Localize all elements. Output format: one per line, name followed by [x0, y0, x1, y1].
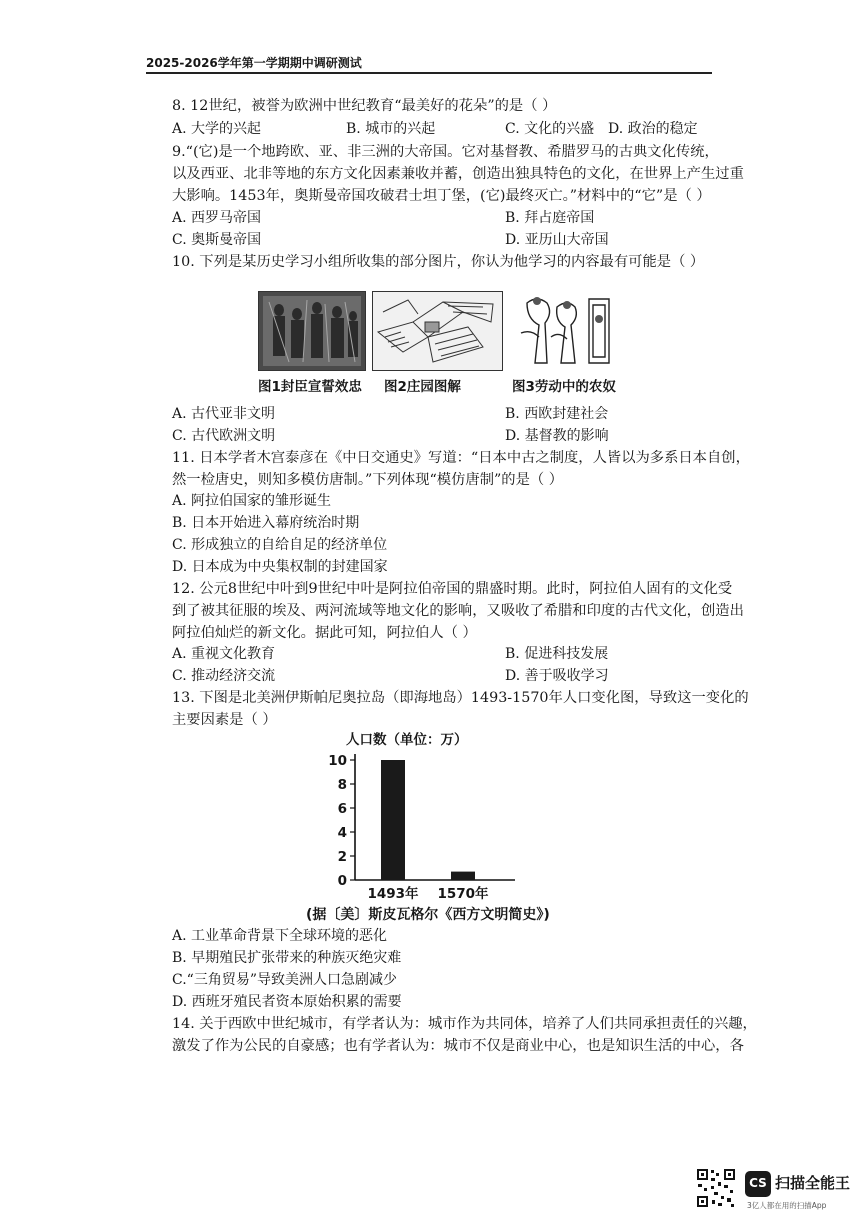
q11-option-c: C. 形成独立的自给自足的经济单位 — [172, 537, 388, 553]
q12-option-d: D. 善于吸收学习 — [505, 668, 609, 684]
watermark-brand: 扫描全能王 — [775, 1174, 851, 1192]
manor-plan-image — [372, 291, 503, 371]
question-9-line-2: 以及西亚、北非等地的东方文化因素兼收并蓄，创造出独具特色的文化，在世界上产生过重 — [172, 166, 744, 182]
y-tick-label: 10 — [328, 753, 347, 769]
question-13-line-1: 13. 下图是北美洲伊斯帕尼奥拉岛（即海地岛）1493-1570年人口变化图，导致这一变化的 — [172, 690, 749, 706]
q9-option-a: A. 西罗马帝国 — [172, 210, 262, 226]
q13-option-b: B. 早期殖民扩张带来的种族灭绝灾难 — [172, 950, 402, 966]
y-tick-label: 4 — [337, 825, 347, 841]
q11-option-a: A. 阿拉伯国家的雏形诞生 — [172, 493, 332, 509]
vassal-oath-image — [258, 291, 366, 371]
y-tick-label: 6 — [337, 801, 347, 817]
figure-2-caption: 图2庄园图解 — [384, 379, 461, 395]
q12-option-a: A. 重视文化教育 — [172, 646, 276, 662]
y-tick-label: 2 — [337, 849, 347, 865]
q12-option-b: B. 促进科技发展 — [505, 646, 609, 662]
watermark-subtitle: 3亿人都在用的扫描App — [747, 1201, 827, 1210]
question-12-line-3: 阿拉伯灿烂的新文化。据此可知，阿拉伯人（ ） — [172, 625, 477, 641]
chart-source-caption: (据〔美〕斯皮瓦格尔《西方文明简史》) — [306, 907, 550, 923]
y-tick-label: 8 — [337, 777, 347, 793]
bar-1493年 — [381, 760, 405, 880]
qr-code-icon — [696, 1168, 736, 1208]
q9-option-b: B. 拜占庭帝国 — [505, 210, 595, 226]
population-bar-chart — [320, 728, 530, 904]
q13-option-a: A. 工业革命背景下全球环境的恶化 — [172, 928, 388, 944]
question-8-stem: 8. 12世纪，被誉为欧洲中世纪教育“最美好的花朵”的是（ ） — [172, 98, 557, 114]
question-12-line-1: 12. 公元8世纪中叶到9世纪中叶是阿拉伯帝国的鼎盛时期。此时，阿拉伯人固有的文化受 — [172, 581, 733, 597]
question-12-line-2: 到了被其征服的埃及、两河流域等地文化的影响，又吸收了希腊和印度的古代文化，创造出 — [172, 603, 744, 619]
bar-1570年 — [451, 872, 475, 880]
question-14-line-2: 激发了作为公民的自豪感；也有学者认为：城市不仅是商业中心，也是知识生活的中心，各 — [172, 1038, 744, 1054]
logo-text: CS — [749, 1176, 767, 1190]
q11-option-d: D. 日本成为中央集权制的封建国家 — [172, 559, 388, 575]
q11-option-b: B. 日本开始进入幕府统治时期 — [172, 515, 360, 531]
question-11-line-1: 11. 日本学者木宫泰彦在《中日交通史》写道：“日本中古之制度，人皆以为多系日本自创， — [172, 450, 750, 466]
question-9-line-3: 大影响。1453年，奥斯曼帝国攻破君士坦丁堡，(它)最终灭亡。”材料中的“它”是（ ） — [172, 188, 711, 204]
question-13-line-2: 主要因素是（ ） — [172, 712, 277, 728]
q8-option-a: A. 大学的兴起 — [172, 121, 262, 137]
figure-3-caption: 图3劳动中的农奴 — [512, 379, 616, 395]
chart-title: 人口数（单位：万） — [346, 732, 468, 748]
serfs-working-image — [517, 293, 617, 367]
q13-option-c: C.“三角贸易”导致美洲人口急剧减少 — [172, 972, 397, 988]
q10-option-a: A. 古代亚非文明 — [172, 406, 276, 422]
x-category-label: 1570年 — [437, 886, 489, 902]
q8-option-d: D. 政治的稳定 — [608, 121, 698, 137]
q8-option-c: C. 文化的兴盛 — [505, 121, 595, 137]
q10-option-b: B. 西欧封建社会 — [505, 406, 609, 422]
x-category-label: 1493年 — [367, 886, 419, 902]
q13-option-d: D. 西班牙殖民者资本原始积累的需要 — [172, 994, 402, 1010]
q8-option-b: B. 城市的兴起 — [346, 121, 436, 137]
header-divider — [146, 72, 712, 74]
page-header: 2025-2026学年第一学期期中调研测试 — [146, 56, 362, 70]
figure-1-caption: 图1封臣宣誓效忠 — [258, 379, 362, 395]
q10-option-c: C. 古代欧洲文明 — [172, 428, 276, 444]
question-10-stem: 10. 下列是某历史学习小组所收集的部分图片，你认为他学习的内容最有可能是（ ） — [172, 254, 705, 270]
q10-option-d: D. 基督教的影响 — [505, 428, 609, 444]
q9-option-d: D. 亚历山大帝国 — [505, 232, 609, 248]
question-9-line-1: 9.“(它)是一个地跨欧、亚、非三洲的大帝国。它对基督教、希腊罗马的古典文化传统， — [172, 144, 719, 160]
y-tick-label: 0 — [337, 873, 347, 889]
camscanner-logo-icon — [745, 1171, 771, 1197]
question-11-line-2: 然一检唐史，则知多模仿唐制。”下列体现“模仿唐制”的是（ ） — [172, 472, 564, 488]
question-14-line-1: 14. 关于西欧中世纪城市，有学者认为：城市作为共同体，培养了人们共同承担责任的兴趣， — [172, 1016, 757, 1032]
q9-option-c: C. 奥斯曼帝国 — [172, 232, 262, 248]
q12-option-c: C. 推动经济交流 — [172, 668, 276, 684]
